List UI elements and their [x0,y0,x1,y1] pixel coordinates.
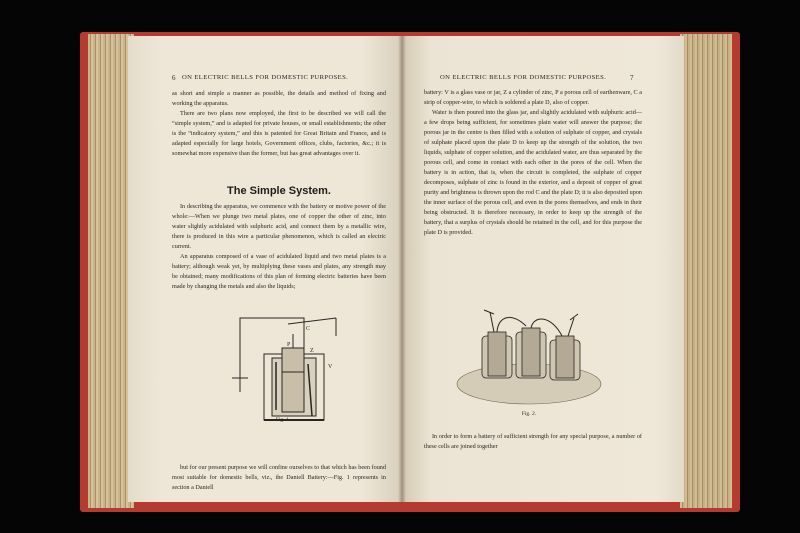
figure-1-daniell-cell [218,314,348,432]
body-text-top [424,88,642,238]
page-number: 6 [172,74,176,82]
label-v: V [328,364,333,370]
figure-1-caption: Fig. 1. [275,417,291,423]
paragraph-closing: but for our present purpose we will confine ourselves to that which has been found most suitable for domestic bells, viz., the Daniell Battery:—Fig. 1 represents in section a Daniell [172,464,386,491]
paragraph-describing: In describing the apparatus, we commence with the battery or motive power of the whole:—When we plunge two metal plates, one of copper the other of zinc, into water slightly acidulated with sulphuric acid, and connect them by a metallic wire, there is produced in this wire a particular phenomenon, which is called an electric current. [172,203,386,250]
paragraph-battery: battery: V is a glass vase or jar, Z a cylinder of zinc, P a porous cell of earthenware, C a strip of copper-wire, to which is soldered a plate D, also of copper. [424,89,642,106]
paragraph-closing: In order to form a battery of sufficient strength for any special purpose, a number of these cells are joined together [424,433,642,450]
body-text-middle [172,202,386,292]
section-heading: The Simple System. [227,185,331,197]
left-page [128,36,402,502]
paragraph-intro: as short and simple a manner as possible, the details and method of fixing and working the apparatus. [172,90,386,107]
book-gutter [398,36,406,502]
label-z: Z [310,348,314,354]
right-page [402,36,684,502]
label-c: C [306,326,311,332]
page-edges-right [680,34,732,508]
running-header: ON ELECTRIC BELLS FOR DOMESTIC PURPOSES. [440,74,607,81]
paragraph-apparatus: An apparatus composed of a vase of acidulated liquid and two metal plates is a battery; although weak yet, by multiplying these vases and plates, any strength may be obtained; many modifications of this plan of forming electric batteries have been made by changing the metals and also the liquids; [172,253,386,290]
figure-2-battery-cells [454,306,604,410]
body-text-bottom [424,432,642,452]
body-text-bottom [172,463,386,493]
paragraph-plans: There are two plans now employed, the first to be described we will call the “simple system,” and is adapted for private houses, or small establishments; the other is the “indicatory system,” and this is patented for Great Britain and France, and is adapted especially for large hotels, Government offices, clubs, factories, &c.; it is somewhat more expensive than the former, but has great advantages over it. [172,110,386,157]
figure-2-caption: Fig. 2. [521,411,537,417]
running-header: ON ELECTRIC BELLS FOR DOMESTIC PURPOSES. [182,74,349,81]
paragraph-water: Water is then poured into the glass jar, and slightly acidulated with sulphuric acid—a few drops being sufficient, for sometimes plain water will answer the purpose; the porous jar in the centre is then filled with a solution of sulphate of copper, and crystals of sulphate placed upon the plate D to keep up the strength of the solution, the two liquids, sulphate of copper solution, and the acidulated water, are thus separated by the porous cell, and come in contact with each other in the pores of the cell. When the battery is in action, that is, when the circuit is completed, the sulphate of copper decomposes, sulphate of zinc is found in the exterior, and a deposit of copper of great purity and brightness is thrown upon the rod C and the plate D; it is also deposited upon the inner surface of the porous cell, and even in the pores themselves, and ends in their being obstructed. It is therefore necessary, in order to keep up the strength of the battery, that a surplus of crystals should be retained in the cell, and for this purpose the plate D is provided. [424,109,642,236]
body-text-top [172,89,386,159]
label-p: P [287,342,291,348]
page-number: 7 [630,74,634,82]
